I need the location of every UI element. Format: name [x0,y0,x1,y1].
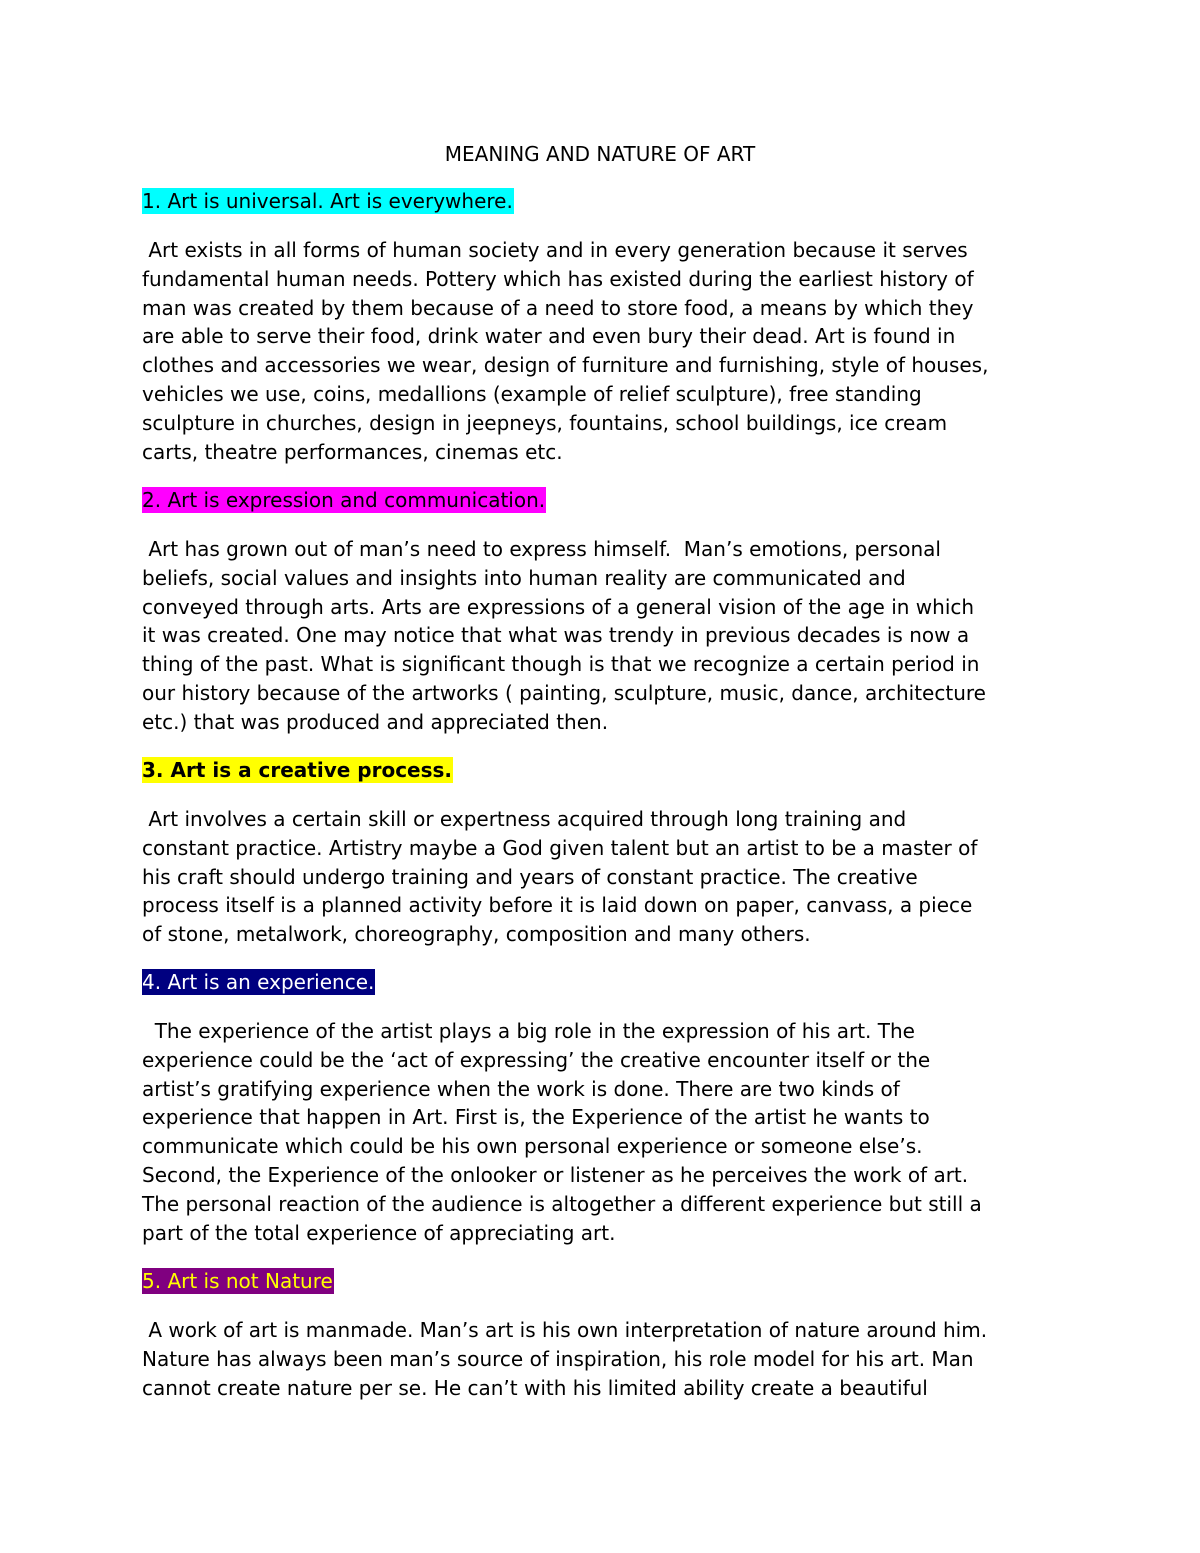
paragraph-line: experience could be the ‘act of expressing’ the creative encounter itself or the [142,1047,931,1072]
paragraph-line: our history because of the artworks ( painting, sculpture, music, dance, architecture [142,680,986,705]
paragraph-line: man was created by them because of a need to store food, a means by which they [142,295,974,320]
paragraph-line: beliefs, social values and insights into human reality are communicated and [142,565,906,590]
paragraph-line: Nature has always been man’s source of inspiration, his role model for his art. Man [142,1346,974,1371]
section-1-paragraph [142,236,1067,466]
paragraph-line: cannot create nature per se. He can’t with his limited ability create a beautiful [142,1375,928,1400]
section-5-heading-text: 5. Art is not Nature [142,1269,333,1293]
paragraph-line: A work of art is manmade. Man’s art is his own interpretation of nature around him. [142,1318,988,1342]
paragraph-line: Second, the Experience of the onlooker or listener as he perceives the work of art. [142,1162,969,1187]
paragraph-line: etc.) that was produced and appreciated then. [142,709,609,734]
section-1-heading-text: 1. Art is universal. Art is everywhere. [142,189,513,213]
paragraph-line: his craft should undergo training and years of constant practice. The creative [142,864,918,889]
paragraph-line: constant practice. Artistry maybe a God given talent but an artist to be a master of [142,835,978,860]
document-title: MEANING AND NATURE OF ART [444,142,756,166]
section-4-paragraph [142,1017,1067,1247]
paragraph-line: carts, theatre performances, cinemas etc. [142,439,563,464]
section-4-heading [142,970,375,995]
paragraph-line: experience that happen in Art. First is, the Experience of the artist he wants to [142,1105,930,1130]
section-3-heading-text: 3. Art is a creative process. [142,758,453,782]
paragraph-line: clothes and accessories we wear, design of furniture and furnishing, style of houses, [142,353,989,378]
section-5-paragraph [142,1316,1067,1402]
paragraph-line: Art exists in all forms of human society and in every generation because it serves [142,238,968,262]
paragraph-line: The personal reaction of the audience is altogether a different experience but still a [142,1191,982,1216]
paragraph-line: The experience of the artist plays a big role in the expression of his art. The [142,1019,915,1043]
paragraph-line: artist’s gratifying experience when the work is done. There are two kinds of [142,1076,900,1101]
paragraph-line: sculpture in churches, design in jeepneys, fountains, school buildings, ice cream [142,410,948,435]
section-2-paragraph [142,535,1067,737]
paragraph-line: fundamental human needs. Pottery which has existed during the earliest history of [142,266,974,291]
paragraph-line: communicate which could be his own personal experience or someone else’s. [142,1134,923,1159]
paragraph-line: Art involves a certain skill or expertness acquired through long training and [142,807,907,831]
section-2-heading-text: 2. Art is expression and communication. [142,488,546,512]
paragraph-line: thing of the past. What is significant though is that we recognize a certain period in [142,652,980,677]
section-1-heading [142,189,514,214]
paragraph-line: of stone, metalwork, choreography, composition and many others. [142,922,811,947]
section-3-heading [142,758,453,783]
paragraph-line: it was created. One may notice that what was trendy in previous decades is now a [142,623,970,648]
section-3-paragraph [142,805,1067,949]
paragraph-line: process itself is a planned activity before it is laid down on paper, canvass, a piece [142,893,973,918]
paragraph-line: vehicles we use, coins, medallions (example of relief sculpture), free standing [142,381,922,406]
section-2-heading [142,488,546,513]
section-5-heading [142,1269,334,1294]
section-4-heading-text: 4. Art is an experience. [142,970,375,994]
paragraph-line: conveyed through arts. Arts are expressions of a general vision of the age in which [142,594,975,619]
paragraph-line: are able to serve their food, drink water and even bury their dead. Art is found in [142,324,956,349]
paragraph-line: part of the total experience of appreciating art. [142,1220,616,1245]
paragraph-line: Art has grown out of man’s need to express himself. Man’s emotions, personal [142,537,941,561]
